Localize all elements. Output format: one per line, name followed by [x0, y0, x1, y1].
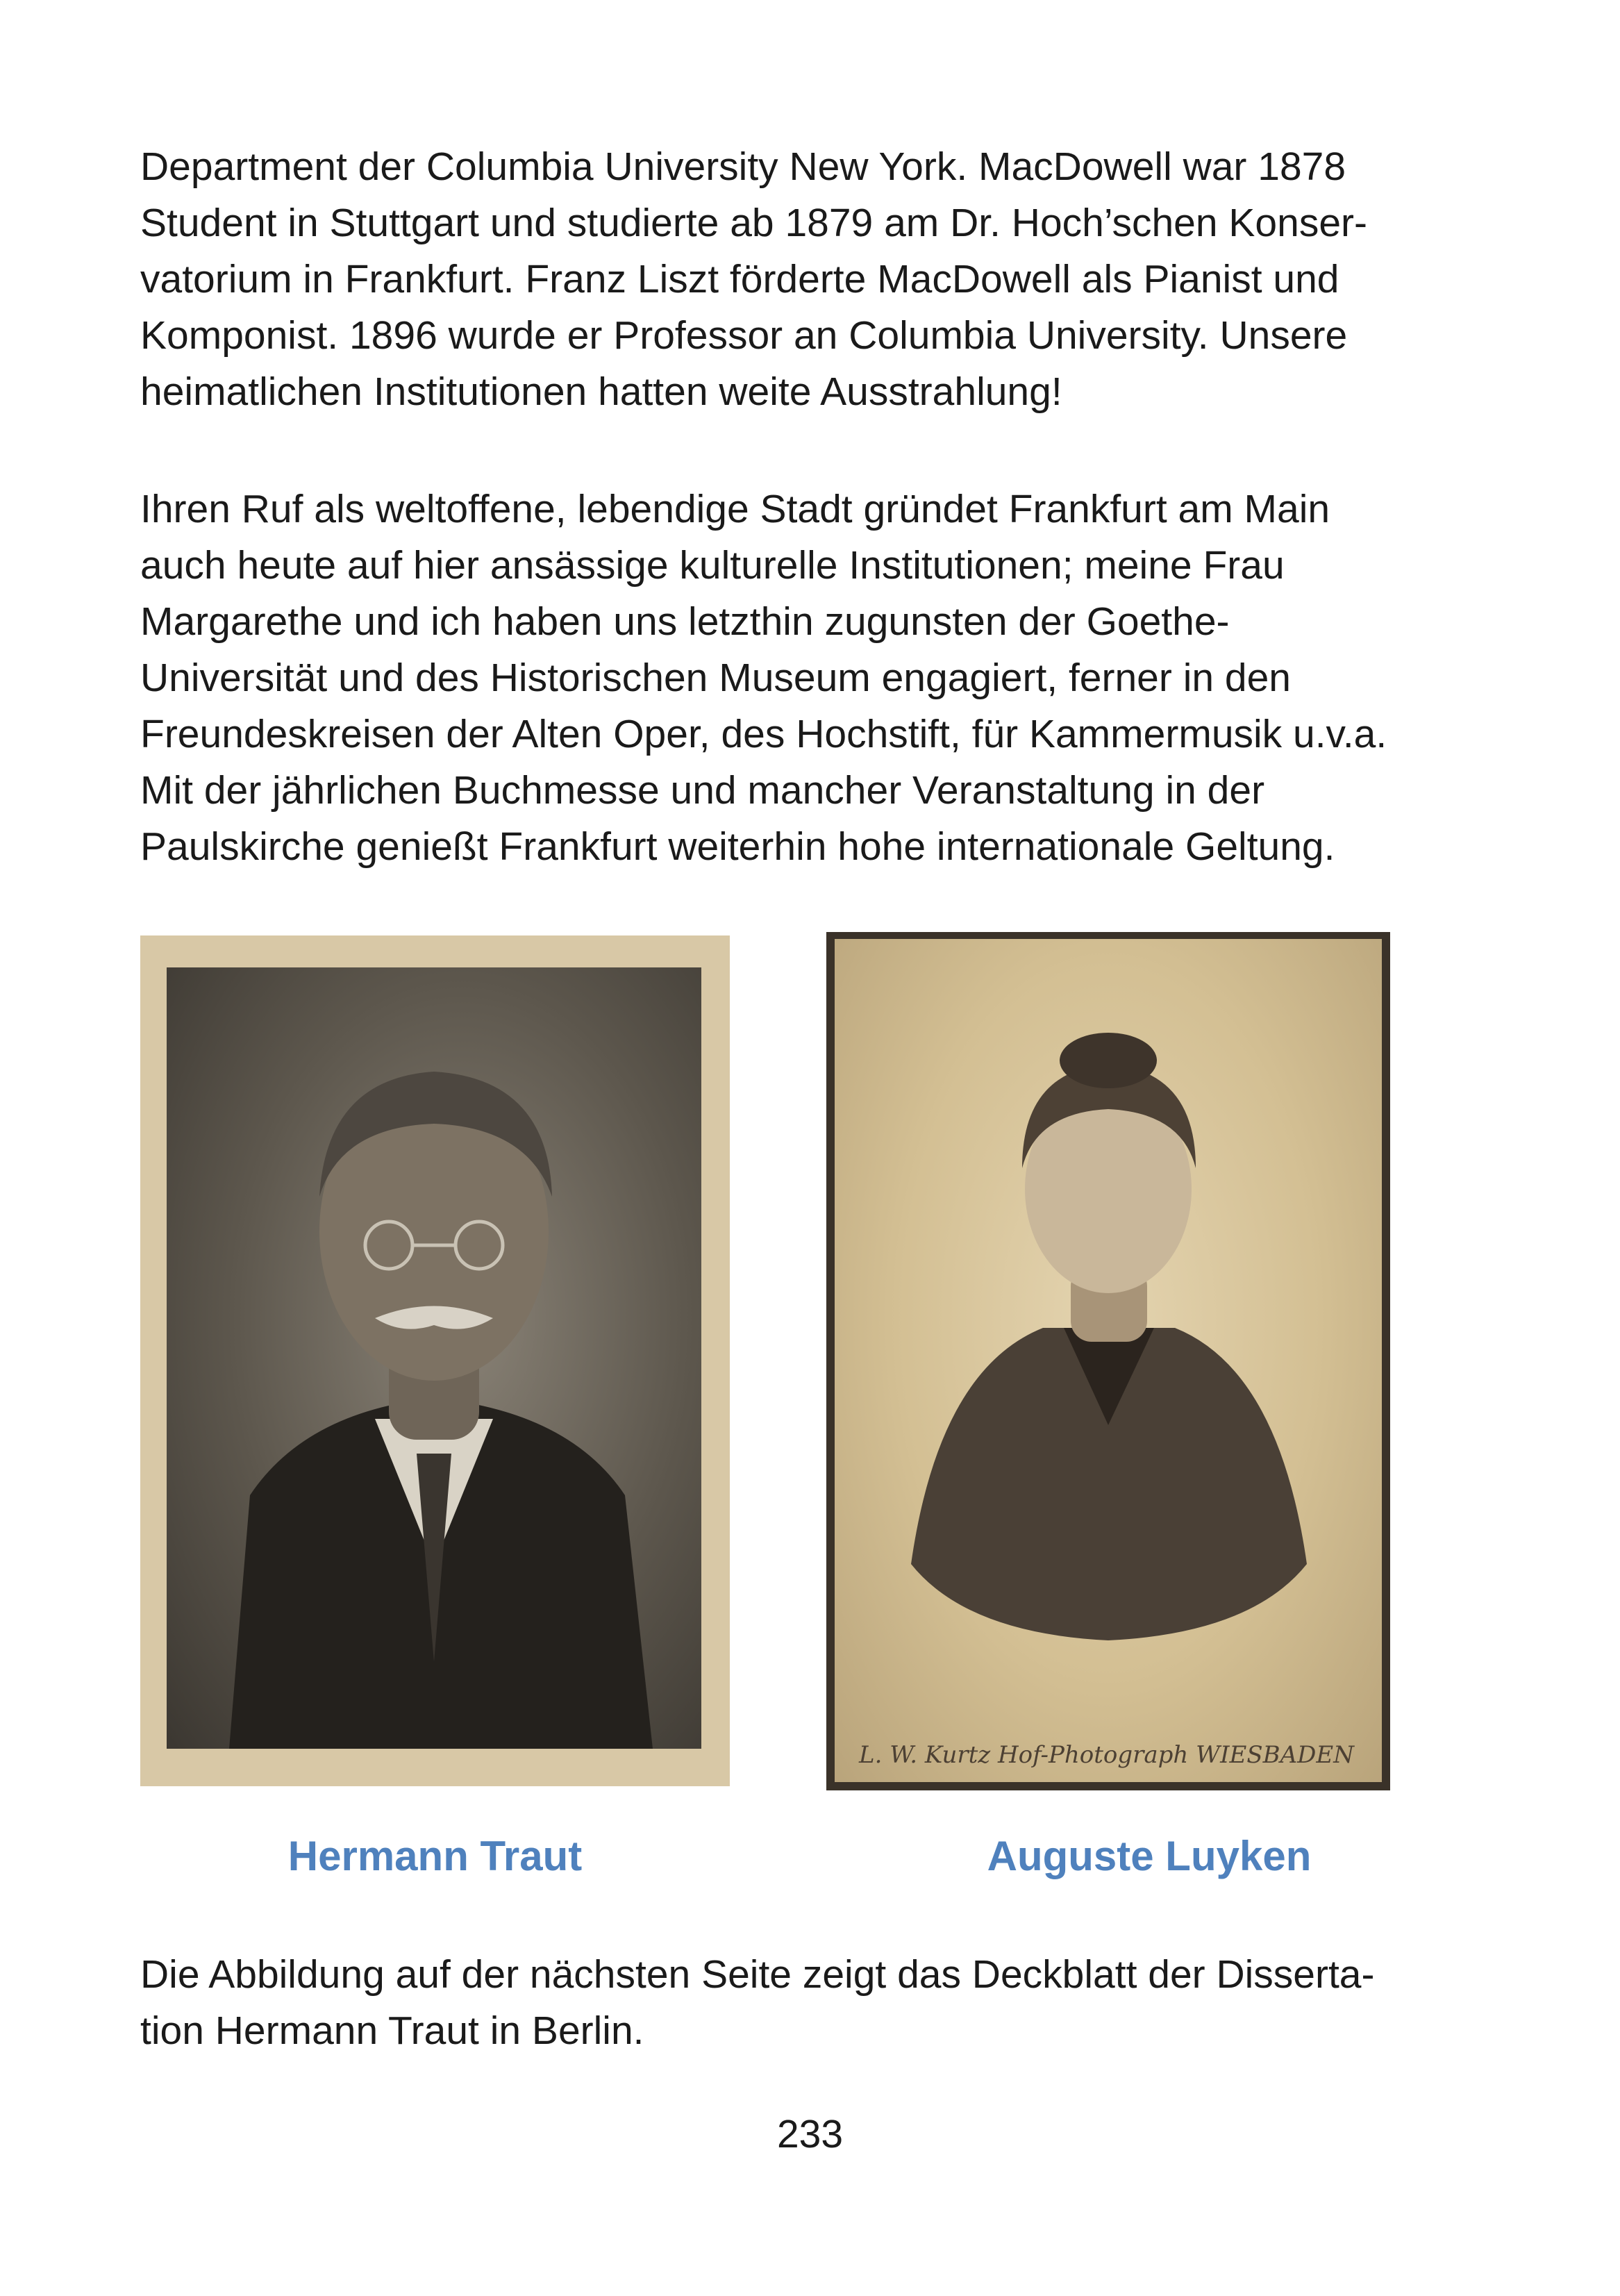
text-line: Ihren Ruf als weltoffene, lebendige Stadt gründet Frankfurt am Main: [140, 487, 1330, 531]
text-line: Die Abbildung auf der nächsten Seite zeigt das Deckblatt der Disserta-: [140, 1952, 1375, 1997]
photo-caption-left: Hermann Traut: [287, 1833, 583, 1879]
portrait-photo-auguste-luyken: [826, 932, 1390, 1790]
page-number: 233: [776, 2112, 844, 2156]
paragraph-frankfurt: [140, 481, 1501, 875]
photo-caption-right: Auguste Luyken: [987, 1833, 1312, 1879]
man-portrait-illustration: [167, 967, 701, 1749]
portrait-photo-hermann-traut: [140, 935, 730, 1786]
text-line: Universität und des Historischen Museum engagiert, ferner in den: [140, 656, 1292, 700]
text-line: Student in Stuttgart und studierte ab 1879 am Dr. Hoch’schen Konser-: [140, 201, 1367, 245]
paragraph-dissertation-note: [140, 1947, 1501, 2059]
text-line: Paulskirche genießt Frankfurt weiterhin hohe internationale Geltung.: [140, 824, 1335, 869]
text-line: tion Hermann Traut in Berlin.: [140, 2008, 644, 2053]
woman-portrait-illustration: [835, 939, 1382, 1782]
text-line: auch heute auf hier ansässige kulturelle Institutionen; meine Frau: [140, 543, 1285, 588]
photographer-stamp: L. W. Kurtz Hof-Photograph WIESBADEN: [859, 1741, 1354, 1769]
text-line: Komponist. 1896 wurde er Professor an Columbia University. Unsere: [140, 313, 1348, 358]
text-line: Department der Columbia University New York. MacDowell war 1878: [140, 144, 1346, 189]
photo-print-area: [167, 967, 701, 1749]
text-line: heimatlichen Institutionen hatten weite Ausstrahlung!: [140, 369, 1062, 414]
text-line: Freundeskreisen der Alten Oper, des Hochstift, für Kammermusik u.v.a.: [140, 712, 1387, 756]
text-line: Margarethe und ich haben uns letzthin zugunsten der Goethe-: [140, 599, 1230, 644]
paragraph-macdowell: [140, 139, 1501, 420]
text-line: vatorium in Frankfurt. Franz Liszt förderte MacDowell als Pianist und: [140, 257, 1339, 301]
text-line: Mit der jährlichen Buchmesse und mancher Veranstaltung in der: [140, 768, 1265, 813]
photo-card-area: [835, 939, 1382, 1782]
